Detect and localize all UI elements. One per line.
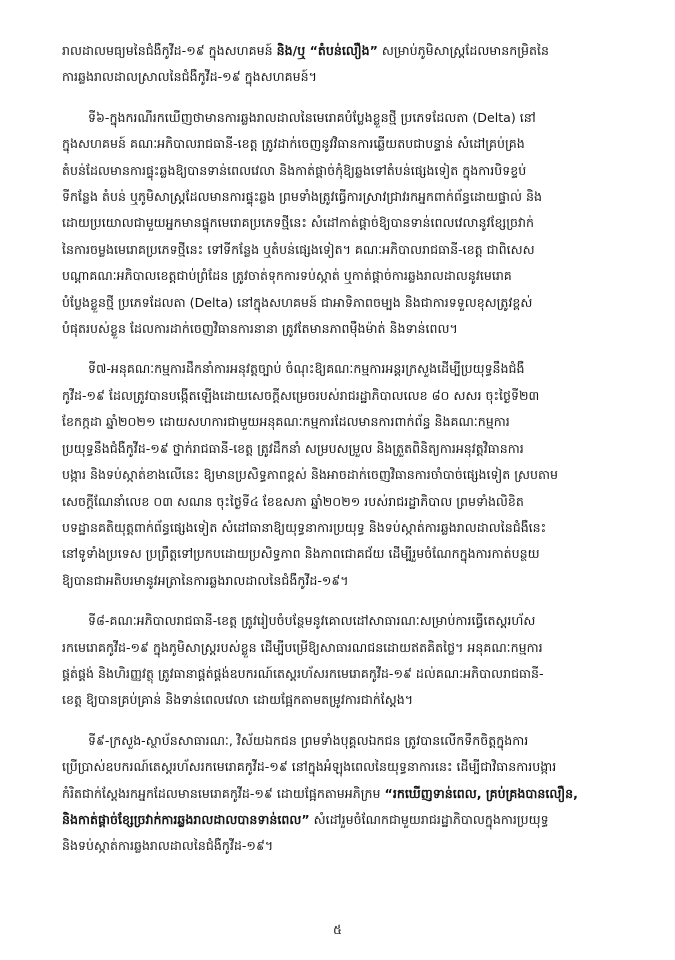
text-segment: កំរិតជាក់ស្ដែងរកអ្នកដែលមានមេរោគកូវីដ-១៩ ដោយផ្អែកតាមអភិក្រម bbox=[62, 785, 385, 801]
text-line bbox=[62, 290, 631, 316]
text-line bbox=[62, 105, 631, 131]
text-line bbox=[62, 635, 631, 661]
text-line bbox=[62, 210, 631, 236]
text-segment: កូវីដ-១៩ ដែលត្រូវបានបង្កើតឡើងដោយសេចក្ដីសម្រេចរបស់រាជរដ្ឋាភិបាលលេខ ៨០ សសរ ចុះថ្ងៃទី២៣ bbox=[62, 387, 540, 403]
text-line bbox=[62, 38, 631, 64]
text-line bbox=[62, 687, 631, 713]
paragraph bbox=[62, 356, 631, 594]
text-segment: បង្ការ និងទប់ស្កាត់ខាងលើនេះ ឱ្យមានប្រសិទ្ធភាពខ្ពស់ និងអាចដាក់ចេញវិធានការចាំបាច់ផ្សេងទៀត ស្របតាម bbox=[62, 467, 558, 483]
text-line bbox=[62, 568, 631, 594]
paragraph bbox=[62, 38, 631, 91]
text-line bbox=[62, 436, 631, 462]
text-segment: នៅទូទាំងប្រទេស ប្រព្រឹត្តទៅប្រកបដោយប្រសិទ្ធភាព និងភាពជោគជ័យ ដើម្បីរួមចំណែកក្នុងការកាត់បន្ថយ bbox=[62, 546, 540, 562]
text-segment: បំប្លែងខ្លួនថ្មី ប្រភេទដែលតា (Delta) នៅក្នុងសហគមន៍ ជាអាទិភាពចម្បង និងជាការទទួលខុសត្រូវខ្ពស់ bbox=[62, 294, 533, 310]
text-segment: ប្រយុទ្ធនឹងជំងឺកូវីដ-១៩ ថ្នាក់រាជធានី-ខេត្ត ត្រូវដឹកនាំ សម្របសម្រួល និងត្រួតពិនិត្យការអនុវត្តវិធានការ bbox=[62, 440, 524, 456]
text-line bbox=[62, 515, 631, 541]
text-segment: ទី៨-គណៈអភិបាលរាជធានី-ខេត្ត ត្រូវរៀបចំបន្ថែមនូវគោលដៅសាធារណៈសម្រាប់ការធ្វើតេស្តរហ័ស bbox=[88, 613, 536, 629]
text-segment: តំបន់ដែលមានការផ្ទុះឆ្លងឱ្យបានទាន់ពេលវេលា និងកាត់ផ្ដាច់កុំឱ្យឆ្លងទៅតំបន់ផ្សេងទៀត ក្នុងការបិទខ្ទប់ bbox=[62, 162, 527, 178]
text-line bbox=[62, 807, 631, 833]
text-segment: ទី៩-ក្រសួង-ស្ថាប័នសាធារណៈ, វិស័យឯកជន ព្រមទាំងបុគ្គលឯកជន ត្រូវបានលើកទឹកចិត្តក្នុងការ bbox=[88, 732, 529, 748]
page-number: ៥ bbox=[333, 922, 342, 937]
text-segment: សំដៅរួមចំណែកជាមួយរាជរដ្ឋាភិបាលក្នុងការប្រយុទ្ធ bbox=[309, 811, 549, 827]
text-segment: ទី៧-អនុគណៈកម្មការដឹកនាំការអនុវត្តច្បាប់ ចំណុះឱ្យគណៈកម្មការអន្តរក្រសួងដើម្បីប្រយុទ្ធនឹងជំងឺ bbox=[88, 361, 525, 377]
text-segment: បទដ្ឋានគតិយុត្តពាក់ព័ន្ធផ្សេងទៀត សំដៅធានាឱ្យយុទ្ធនាការប្រយុទ្ធ និងទប់ស្កាត់ការឆ្លងរាលដាលនៃជំងឺនេះ bbox=[62, 519, 547, 535]
text-line bbox=[62, 541, 631, 567]
text-line bbox=[62, 833, 631, 859]
text-line bbox=[62, 728, 631, 754]
text-line bbox=[62, 237, 631, 263]
text-line bbox=[62, 64, 631, 90]
text-line bbox=[62, 131, 631, 157]
text-segment: ខេត្ត ឱ្យបានគ្រប់គ្រាន់ និងទាន់ពេលវេលា ដោយផ្អែកតាមតម្រូវការជាក់ស្ដែង។ bbox=[62, 692, 414, 708]
text-line bbox=[62, 409, 631, 435]
text-line bbox=[62, 383, 631, 409]
text-segment: ការឆ្លងរាលដាលស្រាលនៃជំងឺកូវីដ-១៩ ក្នុងសហគមន៍។ bbox=[62, 69, 317, 85]
text-segment: សេចក្ដីណែនាំលេខ ០៣ សណន ចុះថ្ងៃទី៤ ខែឧសភា ឆ្នាំ២០២១ របស់រាជរដ្ឋាភិបាល ព្រមទាំងលិខិត bbox=[62, 493, 524, 509]
text-segment: បណ្ដាគណៈអភិបាលខេត្តជាប់ព្រំដែន ត្រូវចាត់ទុកការទប់ស្កាត់ ឬកាត់ផ្ដាច់ការឆ្លងរាលដាលនូវមេរោគ bbox=[62, 268, 512, 284]
paragraph bbox=[62, 608, 631, 714]
text-line bbox=[62, 781, 631, 807]
text-line bbox=[62, 489, 631, 515]
text-line bbox=[62, 462, 631, 488]
text-segment: ដោយប្រយោលជាមួយអ្នកមានផ្ទុកមេរោគប្រភេទថ្មីនេះ សំដៅកាត់ផ្ដាច់ឱ្យបានទាន់ពេលវេលានូវខ្សែច្រវាក់ bbox=[62, 215, 534, 231]
emphasized-text: និងកាត់ផ្ដាច់ខ្សែច្រវាក់ការឆ្លងរាលដាលបានទាន់ពេល” bbox=[62, 811, 310, 827]
text-segment: បំផុតរបស់ខ្លួន ដែលការដាក់ចេញវិធានការនានា ត្រូវតែមានភាពម៉ឺងម៉ាត់ និងទាន់ពេល។ bbox=[62, 321, 458, 337]
text-segment: រកមេរោគកូវីដ-១៩ ក្នុងភូមិសាស្ត្ររបស់ខ្លួន ដើម្បីបម្រើឱ្យសាធារណជនដោយឥតគិតថ្លៃ។ អនុគណៈកម្មការ bbox=[62, 639, 543, 655]
text-segment: នៃការចម្លងមេរោគប្រភេទថ្មីនេះ ទៅទីកន្លែង ឬតំបន់ផ្សេងទៀត។ គណៈអភិបាលរាជធានី-ខេត្ត ជាពិសេស bbox=[62, 241, 535, 257]
text-segment: ក្នុងសហគមន៍ គណៈអភិបាលរាជធានី-ខេត្ត ត្រូវដាក់ចេញនូវវិធានការឆ្លើយតបជាបន្ទាន់ សំដៅគ្រប់គ្រង bbox=[62, 136, 525, 152]
text-line bbox=[62, 754, 631, 780]
text-segment: ផ្គត់ផ្គង់ និងហិរញ្ញវត្ថុ ត្រូវធានាផ្គត់ផ្គង់ឧបករណ៍តេស្តរហ័សរកមេរោគកូវីដ-១៩ ដល់គណៈអភិបាលរាជធានី- bbox=[62, 665, 544, 681]
paragraph bbox=[62, 728, 631, 860]
text-line bbox=[62, 316, 631, 342]
text-segment: និងទប់ស្កាត់ការឆ្លងរាលដាលនៃជំងឺកូវីដ-១៩។ bbox=[62, 838, 274, 854]
text-segment: រាលដាលមធ្យមនៃជំងឺកូវីដ-១៩ ក្នុងសហគមន៍ bbox=[62, 43, 277, 58]
paragraph bbox=[62, 105, 631, 343]
text-segment: ទីកន្លែង តំបន់ ឬភូមិសាស្ត្រដែលមានការផ្ទុះឆ្លង ព្រមទាំងត្រូវធ្វើការស្រាវជ្រាវរកអ្នកពាក់ព័ន្ធដោយផ្ទាល់ និង bbox=[62, 189, 542, 205]
text-segment: សម្រាប់ភូមិសាស្ត្រដែលមានកម្រិតនៃ bbox=[377, 43, 550, 58]
text-segment: ប្រើប្រាស់ឧបករណ៍តេស្តរហ័សរកមេរោគកូវីដ-១៩ នៅក្នុងអំឡុងពេលនៃយុទ្ធនាការនេះ ដើម្បីជាវិធានការបង្ការ bbox=[62, 759, 557, 775]
text-segment: ទី៦-ក្នុងករណីរកឃើញថាមានការឆ្លងរាលដាលនៃមេរោគបំប្លែងខ្លួនថ្មី ប្រភេទដែលតា (Delta) នៅ bbox=[88, 109, 536, 125]
text-line bbox=[62, 661, 631, 687]
text-line bbox=[62, 263, 631, 289]
text-line bbox=[62, 356, 631, 382]
text-segment: ខែកក្កដា ឆ្នាំ២០២១ ដោយសហការជាមួយអនុគណៈកម្មការដែលមានការពាក់ព័ន្ធ និងគណៈកម្មការ bbox=[62, 414, 510, 430]
text-line bbox=[62, 608, 631, 634]
emphasized-text: និង/ឬ “តំបន់លឿង” bbox=[276, 43, 378, 58]
text-segment: ឱ្យបានជាអតិបរមានូវអត្រានៃការឆ្លងរាលដាលនៃជំងឺកូវីដ-១៩។ bbox=[62, 572, 349, 588]
text-line bbox=[62, 158, 631, 184]
document-body bbox=[62, 38, 631, 860]
emphasized-text: “រកឃើញទាន់ពេល, គ្រប់គ្រងបានលឿន, bbox=[384, 785, 578, 801]
text-line bbox=[62, 184, 631, 210]
